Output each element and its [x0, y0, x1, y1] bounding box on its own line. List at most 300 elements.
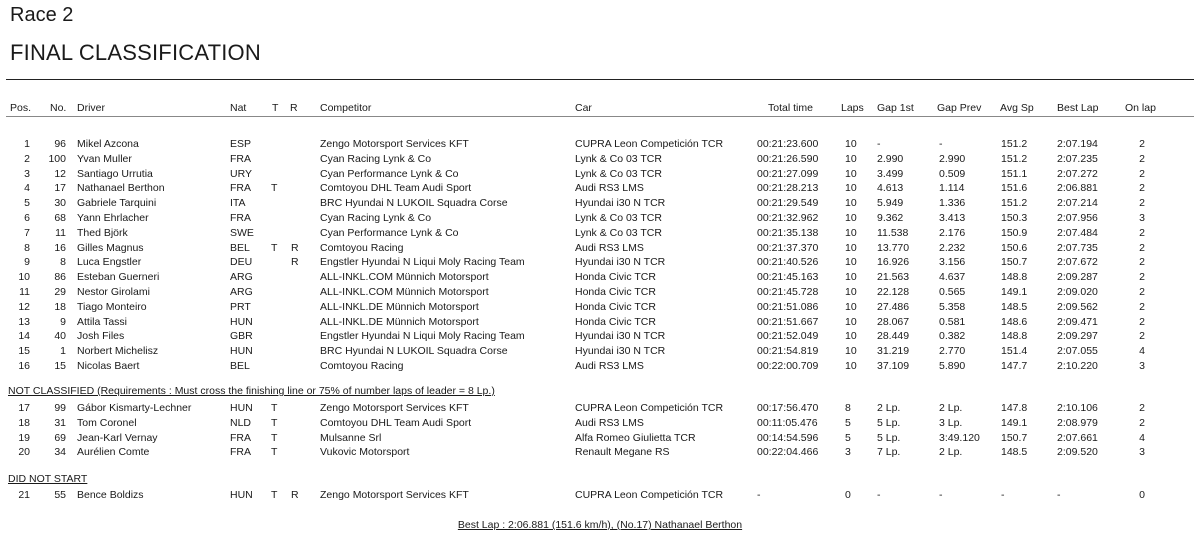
- cell-time: 00:21:32.962: [757, 212, 819, 224]
- table-row: [0, 445, 1200, 459]
- cell-t: T: [271, 402, 278, 414]
- cell-gap1: -: [877, 489, 881, 501]
- cell-competitor: Engstler Hyundai N Liqui Moly Racing Team: [320, 330, 525, 343]
- table-row: [0, 226, 1200, 240]
- cell-driver: Nestor Girolami: [77, 286, 150, 298]
- cell-gapp: 1.336: [939, 197, 966, 210]
- cell-laps: 10: [845, 286, 857, 298]
- cell-pos: 18: [18, 416, 30, 429]
- cell-t: T: [271, 241, 278, 254]
- cell-driver: Luca Engstler: [77, 256, 142, 269]
- cell-gapp: 2 Lp.: [939, 402, 963, 414]
- cell-no: 31: [54, 416, 66, 429]
- cell-driver: Gabriele Tarquini: [77, 197, 157, 210]
- col-laps: Laps: [841, 102, 864, 114]
- table-row: [0, 488, 1200, 502]
- cell-driver: Josh Files: [77, 330, 125, 343]
- cell-no: 100: [48, 152, 66, 165]
- cell-gapp: 1.114: [939, 182, 965, 195]
- table-row: [0, 359, 1200, 373]
- col-avg-sp: Avg Sp: [1000, 102, 1034, 114]
- cell-nat: HUN: [230, 345, 253, 358]
- cell-best: 2:06.881: [1057, 182, 1098, 195]
- cell-driver: Gilles Magnus: [77, 241, 144, 254]
- cell-gap1: 5 Lp.: [877, 431, 901, 444]
- cell-time: 00:21:37.370: [757, 241, 819, 254]
- col-gap-1st: Gap 1st: [877, 102, 914, 114]
- cell-best: 2:07.194: [1057, 138, 1098, 150]
- cell-onlap: 2: [1139, 330, 1145, 343]
- cell-gapp: 3.413: [939, 212, 966, 224]
- col-r: R: [290, 102, 298, 114]
- header-divider: [6, 116, 1194, 117]
- cell-gap1: 27.486: [877, 300, 910, 313]
- cell-car: Audi RS3 LMS: [575, 416, 644, 429]
- cell-driver: Mikel Azcona: [77, 138, 139, 150]
- cell-nat: FRA: [230, 446, 251, 459]
- cell-time: 00:21:28.213: [757, 182, 819, 195]
- cell-gapp: 5.890: [939, 360, 966, 372]
- cell-car: Lynk & Co 03 TCR: [575, 152, 662, 165]
- cell-nat: ARG: [230, 286, 253, 298]
- cell-car: Audi RS3 LMS: [575, 182, 644, 195]
- cell-competitor: Engstler Hyundai N Liqui Moly Racing Team: [320, 256, 525, 269]
- cell-no: 15: [54, 360, 66, 372]
- cell-gapp: 2 Lp.: [939, 446, 963, 459]
- cell-driver: Santiago Urrutia: [77, 167, 153, 180]
- table-row: [0, 270, 1200, 284]
- cell-gap1: 13.770: [877, 241, 910, 254]
- cell-competitor: Comtoyou DHL Team Audi Sport: [320, 182, 472, 195]
- cell-car: CUPRA Leon Competición TCR: [575, 138, 724, 150]
- cell-best: 2:07.672: [1057, 256, 1098, 269]
- cell-gap1: 28.449: [877, 330, 910, 343]
- cell-onlap: 2: [1139, 197, 1145, 210]
- cell-no: 30: [54, 197, 66, 210]
- table-row: [0, 344, 1200, 358]
- col-pos: Pos.: [10, 102, 32, 114]
- cell-best: 2:07.735: [1057, 241, 1098, 254]
- cell-onlap: 3: [1139, 446, 1145, 459]
- cell-gapp: 3.156: [939, 256, 966, 269]
- cell-nat: DEU: [230, 256, 253, 269]
- cell-gapp: 2.770: [939, 345, 966, 358]
- cell-gapp: 0.565: [939, 286, 966, 298]
- cell-t: T: [271, 489, 278, 501]
- cell-time: 00:21:45.728: [757, 286, 819, 298]
- cell-best: 2:09.287: [1057, 271, 1098, 284]
- cell-best: -: [1057, 489, 1061, 501]
- table-row: [0, 315, 1200, 329]
- table-row: [0, 137, 1200, 151]
- cell-laps: 10: [845, 241, 857, 254]
- col-car: Car: [575, 102, 592, 114]
- cell-gapp: 5.358: [939, 300, 966, 313]
- cell-avg: -: [1001, 489, 1005, 501]
- cell-time: 00:21:27.099: [757, 167, 819, 180]
- cell-avg: 150.7: [1001, 256, 1028, 269]
- cell-time: -: [757, 489, 761, 501]
- cell-no: 17: [54, 182, 66, 195]
- cell-pos: 8: [24, 241, 30, 254]
- cell-nat: PRT: [230, 300, 251, 313]
- cell-laps: 10: [845, 271, 857, 284]
- cell-best: 2:07.235: [1057, 152, 1098, 165]
- cell-time: 00:11:05.476: [757, 416, 818, 429]
- cell-laps: 10: [845, 197, 857, 210]
- cell-nat: URY: [230, 167, 252, 180]
- cell-gap1: 3.499: [877, 167, 904, 180]
- cell-competitor: Mulsanne Srl: [320, 431, 382, 444]
- cell-car: Lynk & Co 03 TCR: [575, 212, 662, 224]
- cell-avg: 147.8: [1001, 402, 1028, 414]
- cell-competitor: Comtoyou Racing: [320, 241, 404, 254]
- cell-best: 2:07.661: [1057, 431, 1098, 444]
- table-header: [0, 101, 1200, 115]
- table-row: [0, 431, 1200, 445]
- cell-gap1: -: [877, 138, 881, 150]
- cell-avg: 148.8: [1001, 271, 1028, 284]
- cell-gap1: 9.362: [877, 212, 904, 224]
- cell-onlap: 2: [1139, 271, 1145, 284]
- did-not-start-heading: DID NOT START: [8, 473, 88, 485]
- cell-pos: 7: [24, 226, 30, 239]
- cell-r: R: [291, 489, 299, 501]
- table-row: [0, 152, 1200, 166]
- cell-driver: Jean-Karl Vernay: [77, 431, 158, 444]
- cell-onlap: 2: [1139, 286, 1145, 298]
- cell-gap1: 7 Lp.: [877, 446, 901, 459]
- cell-laps: 10: [845, 300, 857, 313]
- cell-no: 96: [54, 138, 66, 150]
- cell-no: 1: [60, 345, 66, 358]
- cell-competitor: Zengo Motorsport Services KFT: [320, 489, 469, 501]
- cell-gap1: 22.128: [877, 286, 910, 298]
- best-lap-footer: Best Lap : 2:06.881 (151.6 km/h), (No.17) Nathanael Berthon: [457, 519, 743, 531]
- cell-onlap: 2: [1139, 241, 1145, 254]
- cell-t: T: [271, 416, 278, 429]
- cell-competitor: Cyan Performance Lynk & Co: [320, 167, 459, 180]
- cell-gapp: 2.176: [939, 226, 966, 239]
- cell-best: 2:07.214: [1057, 197, 1098, 210]
- cell-car: CUPRA Leon Competición TCR: [575, 402, 724, 414]
- cell-avg: 151.1: [1001, 167, 1028, 180]
- cell-best: 2:07.055: [1057, 345, 1098, 358]
- cell-onlap: 2: [1139, 226, 1145, 239]
- cell-pos: 21: [18, 489, 30, 501]
- cell-competitor: Vukovic Motorsport: [320, 446, 410, 459]
- cell-nat: BEL: [230, 360, 250, 372]
- cell-onlap: 2: [1139, 167, 1145, 180]
- cell-gap1: 2.990: [877, 152, 904, 165]
- cell-laps: 10: [845, 212, 857, 224]
- cell-gap1: 5 Lp.: [877, 416, 901, 429]
- cell-no: 11: [55, 226, 66, 239]
- cell-driver: Attila Tassi: [77, 315, 127, 328]
- cell-avg: 147.7: [1001, 360, 1028, 372]
- cell-laps: 10: [845, 182, 857, 195]
- cell-laps: 8: [845, 402, 851, 414]
- race-title: Race 2: [10, 4, 74, 26]
- table-row: [0, 255, 1200, 269]
- cell-time: 00:22:00.709: [757, 360, 819, 372]
- cell-gap1: 28.067: [877, 315, 910, 328]
- cell-no: 29: [54, 286, 66, 298]
- cell-gapp: 4.637: [939, 271, 966, 284]
- cell-car: Renault Megane RS: [575, 446, 670, 459]
- cell-onlap: 2: [1139, 416, 1145, 429]
- cell-no: 12: [54, 167, 66, 180]
- cell-best: 2:09.520: [1057, 446, 1098, 459]
- cell-gap1: 37.109: [877, 360, 910, 372]
- cell-avg: 148.5: [1001, 446, 1028, 459]
- cell-car: Hyundai i30 N TCR: [575, 345, 666, 358]
- cell-no: 40: [54, 330, 66, 343]
- cell-onlap: 2: [1139, 138, 1145, 150]
- table-row: [0, 196, 1200, 210]
- cell-laps: 10: [845, 256, 857, 269]
- cell-competitor: Zengo Motorsport Services KFT: [320, 138, 469, 150]
- cell-gapp: 3:49.120: [939, 431, 980, 444]
- cell-onlap: 2: [1139, 182, 1145, 195]
- cell-pos: 3: [24, 167, 30, 180]
- cell-laps: 10: [845, 226, 857, 239]
- cell-competitor: ALL-INKL.DE Münnich Motorsport: [320, 300, 479, 313]
- cell-pos: 11: [19, 286, 30, 298]
- cell-avg: 150.7: [1001, 431, 1028, 444]
- col-best-lap: Best Lap: [1057, 102, 1099, 114]
- cell-nat: FRA: [230, 431, 251, 444]
- cell-driver: Yann Ehrlacher: [77, 212, 149, 224]
- cell-gapp: 0.382: [939, 330, 966, 343]
- cell-driver: Bence Boldizs: [77, 489, 144, 501]
- cell-pos: 15: [18, 345, 30, 358]
- cell-pos: 4: [24, 182, 30, 195]
- cell-laps: 10: [845, 330, 857, 343]
- cell-nat: NLD: [230, 416, 252, 429]
- cell-time: 00:21:26.590: [757, 152, 819, 165]
- cell-pos: 17: [18, 402, 30, 414]
- cell-no: 55: [54, 489, 66, 501]
- cell-pos: 2: [24, 152, 30, 165]
- table-row: [0, 181, 1200, 195]
- col-no: No.: [50, 102, 67, 114]
- cell-onlap: 0: [1139, 489, 1145, 501]
- cell-laps: 3: [845, 446, 851, 459]
- cell-competitor: Cyan Racing Lynk & Co: [320, 212, 432, 224]
- cell-best: 2:09.562: [1057, 300, 1098, 313]
- cell-nat: BEL: [230, 241, 250, 254]
- cell-no: 69: [54, 431, 66, 444]
- cell-avg: 148.6: [1001, 315, 1028, 328]
- cell-laps: 10: [845, 152, 857, 165]
- cell-onlap: 2: [1139, 152, 1145, 165]
- cell-avg: 150.3: [1001, 212, 1028, 224]
- cell-no: 99: [54, 402, 66, 414]
- cell-time: 00:17:56.470: [757, 402, 819, 414]
- table-row: [0, 416, 1200, 430]
- cell-avg: 150.9: [1001, 226, 1028, 239]
- cell-onlap: 2: [1139, 402, 1145, 414]
- cell-nat: GBR: [230, 330, 253, 343]
- table-row: [0, 329, 1200, 343]
- cell-pos: 20: [18, 446, 30, 459]
- cell-onlap: 2: [1139, 315, 1145, 328]
- cell-driver: Nathanael Berthon: [77, 182, 165, 195]
- document-title: FINAL CLASSIFICATION: [10, 40, 261, 65]
- cell-gap1: 2 Lp.: [877, 402, 901, 414]
- cell-pos: 6: [24, 212, 30, 224]
- cell-t: T: [271, 446, 278, 459]
- cell-car: Audi RS3 LMS: [575, 241, 644, 254]
- cell-driver: Gábor Kismarty-Lechner: [77, 402, 192, 414]
- table-row: [0, 401, 1200, 415]
- col-competitor: Competitor: [320, 102, 372, 114]
- cell-pos: 12: [18, 300, 30, 313]
- cell-avg: 151.2: [1001, 197, 1028, 210]
- cell-gapp: 0.581: [939, 315, 966, 328]
- cell-nat: FRA: [230, 212, 251, 224]
- cell-avg: 151.4: [1001, 345, 1028, 358]
- cell-gap1: 5.949: [877, 197, 904, 210]
- cell-car: Hyundai i30 N TCR: [575, 197, 666, 210]
- table-row: [0, 167, 1200, 181]
- cell-pos: 14: [18, 330, 30, 343]
- cell-driver: Tiago Monteiro: [77, 300, 147, 313]
- cell-competitor: Cyan Performance Lynk & Co: [320, 226, 459, 239]
- cell-best: 2:08.979: [1057, 416, 1098, 429]
- cell-no: 68: [54, 212, 66, 224]
- cell-time: 00:21:23.600: [757, 138, 819, 150]
- cell-avg: 151.2: [1001, 152, 1028, 165]
- cell-t: T: [271, 431, 278, 444]
- table-row: [0, 241, 1200, 255]
- cell-time: 00:21:54.819: [757, 345, 819, 358]
- cell-car: Hyundai i30 N TCR: [575, 256, 666, 269]
- cell-nat: ESP: [230, 138, 252, 150]
- cell-competitor: ALL-INKL.COM Münnich Motorsport: [320, 286, 489, 298]
- cell-competitor: Cyan Racing Lynk & Co: [320, 152, 432, 165]
- cell-gap1: 31.219: [877, 345, 910, 358]
- cell-r: R: [291, 241, 299, 254]
- cell-pos: 5: [24, 197, 30, 210]
- cell-driver: Nicolas Baert: [77, 360, 140, 372]
- cell-no: 86: [54, 271, 66, 284]
- cell-onlap: 2: [1139, 300, 1145, 313]
- cell-nat: FRA: [230, 182, 251, 195]
- cell-onlap: 4: [1139, 431, 1145, 444]
- cell-no: 8: [60, 256, 66, 269]
- cell-driver: Tom Coronel: [77, 416, 137, 429]
- cell-driver: Esteban Guerneri: [77, 271, 160, 284]
- cell-laps: 10: [845, 315, 857, 328]
- cell-no: 34: [54, 446, 66, 459]
- cell-pos: 19: [18, 431, 30, 444]
- col-driver: Driver: [77, 102, 105, 114]
- cell-pos: 13: [18, 315, 30, 328]
- cell-nat: HUN: [230, 489, 253, 501]
- cell-driver: Thed Björk: [77, 226, 128, 239]
- cell-r: R: [291, 256, 299, 269]
- cell-competitor: Comtoyou DHL Team Audi Sport: [320, 416, 472, 429]
- cell-gap1: 16.926: [877, 256, 910, 269]
- cell-avg: 149.1: [1001, 286, 1028, 298]
- cell-no: 9: [60, 315, 66, 328]
- cell-car: Hyundai i30 N TCR: [575, 330, 666, 343]
- cell-car: Honda Civic TCR: [575, 315, 656, 328]
- table-row: [0, 300, 1200, 314]
- cell-no: 16: [54, 241, 66, 254]
- col-t: T: [272, 102, 279, 114]
- cell-time: 00:14:54.596: [757, 431, 819, 444]
- cell-avg: 148.5: [1001, 300, 1028, 313]
- cell-time: 00:21:51.667: [757, 315, 819, 328]
- cell-laps: 5: [845, 416, 851, 429]
- cell-avg: 150.6: [1001, 241, 1028, 254]
- cell-onlap: 4: [1139, 345, 1145, 358]
- cell-nat: HUN: [230, 315, 253, 328]
- cell-laps: 0: [845, 489, 851, 501]
- cell-gap1: 21.563: [877, 271, 910, 284]
- cell-competitor: ALL-INKL.COM Münnich Motorsport: [320, 271, 489, 284]
- cell-time: 00:21:35.138: [757, 226, 819, 239]
- cell-car: Lynk & Co 03 TCR: [575, 167, 662, 180]
- cell-best: 2:07.956: [1057, 212, 1098, 224]
- cell-competitor: Zengo Motorsport Services KFT: [320, 402, 469, 414]
- cell-avg: 148.8: [1001, 330, 1028, 343]
- cell-car: Lynk & Co 03 TCR: [575, 226, 662, 239]
- cell-onlap: 3: [1139, 360, 1145, 372]
- col-on-lap: On lap: [1125, 102, 1156, 114]
- cell-gapp: -: [939, 489, 943, 501]
- cell-time: 00:21:52.049: [757, 330, 819, 343]
- cell-onlap: 3: [1139, 212, 1145, 224]
- cell-time: 00:21:45.163: [757, 271, 819, 284]
- cell-time: 00:22:04.466: [757, 446, 819, 459]
- cell-pos: 1: [24, 138, 30, 150]
- cell-gap1: 4.613: [877, 182, 904, 195]
- col-total-time: Total time: [768, 102, 813, 114]
- cell-best: 2:07.272: [1057, 167, 1098, 180]
- col-gap-prev: Gap Prev: [937, 102, 982, 114]
- cell-gapp: 3 Lp.: [939, 416, 963, 429]
- cell-laps: 10: [845, 138, 857, 150]
- cell-avg: 149.1: [1001, 416, 1028, 429]
- cell-best: 2:09.020: [1057, 286, 1098, 298]
- title-rule: [6, 79, 1194, 80]
- cell-best: 2:10.106: [1057, 402, 1098, 414]
- cell-best: 2:09.297: [1057, 330, 1098, 343]
- cell-onlap: 2: [1139, 256, 1145, 269]
- cell-time: 00:21:29.549: [757, 197, 819, 210]
- cell-car: Honda Civic TCR: [575, 286, 656, 298]
- cell-nat: ARG: [230, 271, 253, 284]
- cell-time: 00:21:40.526: [757, 256, 819, 269]
- cell-avg: 151.6: [1001, 182, 1028, 195]
- cell-nat: HUN: [230, 402, 253, 414]
- col-nat: Nat: [230, 102, 247, 114]
- cell-laps: 5: [845, 431, 851, 444]
- cell-car: Alfa Romeo Giulietta TCR: [575, 431, 696, 444]
- cell-no: 18: [54, 300, 66, 313]
- cell-car: Honda Civic TCR: [575, 300, 656, 313]
- cell-driver: Aurélien Comte: [77, 446, 150, 459]
- cell-pos: 16: [18, 360, 30, 372]
- cell-driver: Yvan Muller: [77, 152, 132, 165]
- cell-competitor: Comtoyou Racing: [320, 360, 404, 372]
- cell-t: T: [271, 182, 278, 195]
- cell-time: 00:21:51.086: [757, 300, 819, 313]
